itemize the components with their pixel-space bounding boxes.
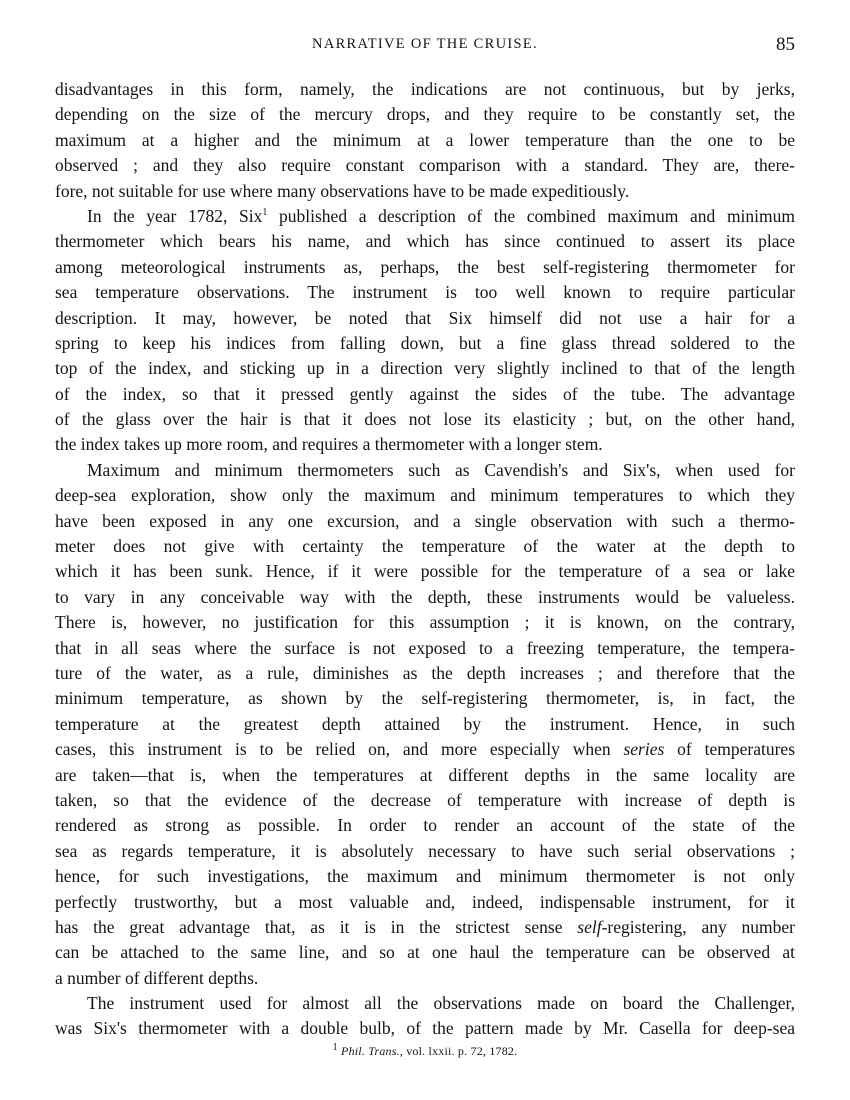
text-line: was Six's thermometer with a double bulb, of the pattern made by Mr. Casella for deep-sea	[55, 1018, 795, 1039]
text-line: There is, however, no justification for this assumption ; it is known, on the contrary,	[55, 612, 795, 633]
footnote-marker: 1	[332, 1042, 338, 1053]
text-line: The instrument used for almost all the observations made on board the Challenger,	[87, 993, 795, 1014]
running-head	[55, 34, 795, 58]
text-line: disadvantages in this form, namely, the indications are not continuous, but by jerks,	[55, 79, 795, 99]
text-line: the index takes up more room, and requires a thermometer with a longer stem.	[55, 434, 603, 455]
text-line: ture of the water, as a rule, diminishes as the depth increases ; and therefore that the	[55, 662, 795, 683]
footnote	[55, 1044, 795, 1059]
text-line: minimum temperature, as shown by the self-registering thermometer, is, in fact, the	[55, 688, 795, 709]
running-title: NARRATIVE OF THE CRUISE.	[312, 36, 538, 52]
text-line: that in all seas where the surface is not exposed to a freezing temperature, the tempera-	[55, 637, 795, 658]
footnote-details: , vol. lxxii. p. 72, 1782.	[399, 1044, 518, 1058]
text-segment: has the great advantage that, as it is in the strictest sense	[55, 916, 578, 937]
footnote-source: Phil. Trans.	[341, 1044, 400, 1058]
page-number: 85	[776, 34, 795, 55]
text-line: fore, not suitable for use where many observations have to be made expeditiously.	[55, 180, 630, 201]
text-line: among meteorological instruments as, perhaps, the best self-registering thermometer for	[55, 256, 795, 277]
text-segment: In the year 1782, Six	[87, 205, 263, 226]
text-line: hence, for such investigations, the maximum and minimum thermometer is not only	[55, 866, 795, 887]
paragraph-six-thermometer	[55, 204, 795, 458]
text-line: Maximum and minimum thermometers such as Cavendish's and Six's, when used for	[87, 459, 795, 480]
emphasis-self: self	[577, 916, 602, 937]
text-line: observed ; and they also require constant comparison with a standard. They are, there-	[55, 155, 795, 176]
paragraph-challenger-instrument	[55, 991, 795, 1042]
text-line: rendered as strong as possible. In order to render an account of the state of the	[55, 815, 795, 836]
text-line: to vary in any conceivable way with the depth, these instruments would be valueless.	[55, 586, 795, 607]
text-segment: cases, this instrument is to be relied on, and more especially when	[55, 739, 624, 760]
text-line: temperature at the greatest depth attained by the instrument. Hence, in such	[55, 713, 795, 734]
text-line: maximum at a higher and the minimum at a lower temperature than the one to be	[55, 129, 795, 150]
text-line: deep-sea exploration, show only the maximum and minimum temperatures to which they	[55, 485, 795, 506]
text-line: of the index, so that it pressed gently against the sides of the tube. The advantage	[55, 383, 795, 404]
text-segment: -registering, any number	[601, 916, 796, 937]
text-line: meter does not give with certainty the temperature of the water at the depth to	[55, 536, 795, 557]
footnote-ref: 1	[262, 207, 268, 219]
text-line: top of the index, and sticking up in a direction very slightly inclined to that of the length	[55, 358, 795, 379]
text-line: of the glass over the hair is that it does not lose its elasticity ; but, on the other hand,	[55, 409, 795, 430]
text-line: perfectly trustworthy, but a most valuable and, indeed, indispensable instrument, for it	[55, 891, 795, 912]
text-line: a number of different depths.	[55, 967, 259, 988]
text-line	[55, 915, 795, 940]
text-line: thermometer which bears his name, and which has since continued to assert its place	[55, 231, 795, 252]
text-line: have been exposed in any one excursion, and a single observation with such a thermo-	[55, 510, 795, 531]
text-line: spring to keep his indices from falling down, but a fine glass thread soldered to the	[55, 332, 795, 353]
text-segment: of temperatures	[664, 739, 796, 760]
text-line	[55, 737, 795, 762]
text-line: sea temperature observations. The instrument is too well known to require particular	[55, 282, 795, 303]
text-line	[55, 204, 795, 229]
paragraph-continued	[55, 77, 795, 204]
paragraph-max-min-thermometers	[55, 458, 795, 991]
body-text	[55, 77, 795, 1042]
text-line: which it has been sunk. Hence, if it were possible for the temperature of a sea or lake	[55, 561, 795, 582]
text-line: depending on the size of the mercury drops, and they require to be constantly set, the	[55, 104, 795, 125]
emphasis-series: series	[623, 739, 665, 760]
text-line: can be attached to the same line, and so at one haul the temperature can be observed at	[55, 942, 795, 963]
text-line: taken, so that the evidence of the decrease of temperature with increase of depth is	[55, 789, 795, 810]
text-segment: published a description of the combined maximum and minimum	[267, 205, 795, 226]
text-line: are taken—that is, when the temperatures at different depths in the same locality are	[55, 764, 795, 785]
text-line: description. It may, however, be noted that Six himself did not use a hair for a	[55, 307, 795, 328]
text-line: sea as regards temperature, it is absolutely necessary to have such serial observations ;	[55, 840, 795, 861]
